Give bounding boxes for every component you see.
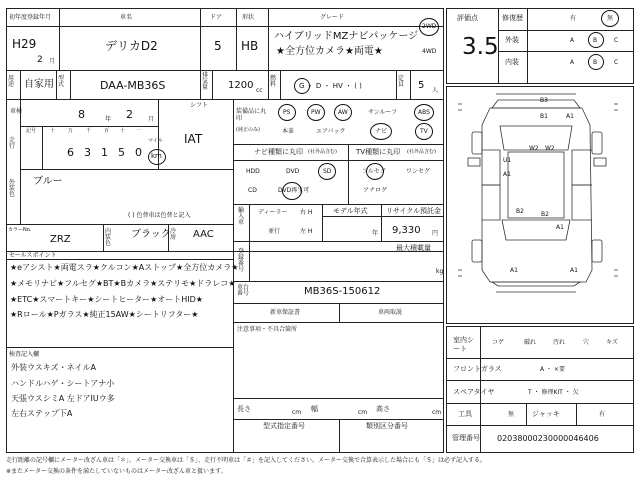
width-label: 幅 (311, 405, 318, 413)
navi-hdd: HDD (246, 168, 260, 175)
recycle-amount: 9,330 (392, 225, 421, 236)
import-dealer: ディーラー (258, 209, 288, 216)
capacity-label: 定員 (398, 75, 405, 88)
score: 3.5 (462, 34, 499, 60)
footer-line-1: 走行距離の記号欄にメーター改ざん車は「＊」、メーター交換車は「＄」、走行不明車は「＃」を記入してください。メーター交換で合算表示した場合にも「＄」は必ず記入する。 (6, 457, 487, 464)
footer-line-2: ※またメーター交換の条件を満たしていないものはメーター改ざん車と扱います。 (6, 468, 227, 475)
tv-sub-label: (社外品含む) (407, 149, 436, 155)
sales-line-3: ★ETC★スマートキー★シートヒーター★オートHID★ (10, 295, 203, 304)
mileage-place-2: 千 (86, 128, 92, 134)
equip-tv: TV (420, 128, 428, 135)
int-grade-b: B (593, 59, 598, 66)
max-load-unit: kg (436, 268, 444, 275)
import-label: 輸入車 (238, 207, 245, 226)
sales-line-2: ★メモリナビ★フルセグ★BT★Bカメラ★ステリモ★ドラレコ★ (10, 279, 236, 288)
diagram-label-6: W2 (545, 145, 555, 152)
manual-label: 車両取説 (378, 309, 403, 316)
shift-label: シフト (190, 102, 209, 109)
capacity-unit: 人 (432, 87, 439, 94)
length-unit: cm (292, 409, 302, 416)
mileage-place-5: 一 (136, 128, 142, 134)
exterior-label: 外装 (505, 36, 519, 44)
tools-label: 工具 (458, 410, 472, 418)
spare-label: スペアタイヤ (453, 388, 495, 396)
diagram-label-9: B2 (516, 208, 524, 215)
model-code: DAA-MB36S (100, 79, 166, 92)
mileage-digit-3: 5 (118, 146, 125, 159)
capacity: 5 (418, 80, 425, 91)
model-code-label: 型式 (58, 75, 65, 88)
fuel-label: 燃料 (270, 75, 277, 88)
height-label: 高さ (376, 405, 390, 413)
first-reg-month: 2 (37, 55, 43, 65)
interior-seat-label: 室内シート (453, 336, 474, 354)
mgmt-label: 管理番号 (452, 434, 480, 442)
recycle-label: リサイクル預託金 (386, 207, 442, 215)
diagram-label-2: A1 (566, 113, 574, 120)
model-name: デリカD2 (105, 39, 158, 53)
equip-aw: AW (338, 109, 348, 116)
ext-grade-c: C (614, 37, 619, 44)
length-label: 長さ (237, 405, 251, 413)
fuel-options: G ・ D ・ HV ・ ( ) (299, 82, 362, 90)
tv-fullseg: フルセグ (362, 168, 386, 175)
tools-value: 無 (508, 411, 515, 418)
equipment-sub-label: (純正のみ) (236, 127, 260, 133)
mileage-digit-0: 6 (67, 146, 74, 159)
shift: IAT (184, 132, 203, 146)
drive-2wd: 2WD (422, 23, 437, 30)
inspector-label: 検査記入欄 (9, 351, 40, 358)
equip-ps: PS (283, 109, 291, 116)
grade-line2: ★全方位カメラ★両電★ (276, 46, 383, 57)
spare-value: T ・ 修理KIT ・ 欠 (528, 389, 579, 396)
seat-item-2: 汚れ (553, 339, 566, 346)
diagram-label-3: U1 (503, 157, 512, 164)
seat-item-1: 破れ (524, 339, 537, 346)
inspection-year: 8 (78, 108, 85, 121)
shape: HB (241, 39, 259, 53)
mileage-place-4: 十 (120, 128, 126, 134)
sales-line-1: ★eアシスト★両電スラ★クルコン★Aストップ★全方位カメラ★ (10, 263, 239, 272)
jack-label: ジャッキ (532, 410, 560, 418)
inspection-month-unit: 月 (148, 116, 155, 123)
chassis-label: 車台番号 (237, 284, 250, 297)
diagram-label-1: B1 (540, 113, 548, 120)
navi-dvd: DVD (286, 168, 300, 175)
color-no-label: カラーNo. (8, 227, 32, 233)
mileage-place-3: 百 (104, 128, 110, 134)
seat-item-4: キズ (606, 339, 618, 346)
mileage-digit-2: 1 (101, 146, 108, 159)
navi-label: ナビ種類に丸印 (254, 148, 303, 156)
usage: 自家用 (24, 79, 54, 90)
drive-4wd: 4WD (422, 48, 437, 55)
mgmt-value: 02038000230000046406 (497, 434, 599, 443)
color-no: ZRZ (50, 234, 71, 245)
equipment-label: 装備品に丸印 (236, 108, 267, 122)
mileage-place-0: 十 (50, 128, 56, 134)
inspection-month: 2 (126, 108, 133, 121)
interior-color-label: 内装色 (105, 228, 112, 247)
displacement: 1200 (228, 80, 254, 91)
navi-sd: SD (323, 168, 332, 175)
inspector-line-4: 左右ステップ下A (11, 409, 73, 418)
tv-oneseg: ワンセグ (406, 168, 431, 175)
equip-pw: PW (311, 109, 321, 116)
diagram-label-7: B2 (541, 211, 549, 218)
mileage-digit-1: 3 (84, 146, 91, 159)
ac: AAC (193, 229, 214, 240)
tv-label: TV種類に丸印 (356, 148, 401, 156)
score-label: 評価点 (457, 14, 478, 22)
inspection-label: 車検 (10, 108, 23, 115)
diagram-label-11: A1 (570, 267, 578, 274)
mileage-sub-label: 記号 (26, 128, 37, 134)
equip-abs: ABS (418, 109, 430, 116)
class-no-label: 類別区分番号 (366, 422, 408, 430)
reg-no-label: 登録番号 (238, 248, 245, 273)
repair-no: 無 (607, 15, 614, 22)
model-no-label: 型式指定番号 (263, 422, 305, 430)
displacement-label: 排気量 (202, 72, 209, 91)
mileage-label: 走行 (9, 137, 16, 150)
navi-cd: CD (248, 187, 257, 194)
displacement-unit: cc (256, 87, 263, 94)
interior-label: 内装 (505, 58, 519, 66)
diagram-label-8: A1 (556, 224, 564, 231)
int-grade-a: A (570, 59, 575, 66)
first-reg-label: 初年度登録年月 (9, 14, 52, 21)
model-year-unit: 年 (372, 230, 379, 237)
model-name-label: 車名 (120, 14, 133, 21)
navi-sub-label: (社外品含む) (308, 149, 337, 155)
ext-grade-b: B (593, 37, 598, 44)
repair-label: 修復歴 (502, 14, 523, 22)
import-handle-left: 左 H (300, 228, 313, 235)
diagram-label-0: B3 (540, 97, 548, 104)
max-load-label: 最大積載量 (396, 244, 431, 252)
first-reg-month-unit: 月 (49, 58, 56, 65)
new-car-warranty-label: 新車保証書 (270, 309, 301, 316)
seat-item-3: 穴 (583, 339, 590, 346)
exterior-color: ブルー (33, 176, 63, 187)
windshield-value: A ・ ×要 (540, 366, 565, 373)
jack-value: 有 (599, 411, 606, 418)
equip-leather: 本革 (282, 128, 295, 135)
int-grade-c: C (614, 59, 619, 66)
diagram-label-4: A1 (503, 171, 511, 178)
chassis-value: MB36S-150612 (304, 286, 381, 297)
equip-airbag: エアバック (316, 128, 346, 135)
import-parallel: 並行 (268, 228, 281, 235)
mileage-unit-mile: マイル (148, 138, 163, 144)
usage-label: 用途 (8, 75, 15, 88)
navi-dvd-play: DVD再生可 (278, 187, 310, 194)
inspection-year-unit: 年 (105, 116, 112, 123)
inspector-line-2: ハンドルハゲ・シートアナ小 (11, 379, 115, 388)
grade-label: グレード (320, 14, 345, 21)
mileage-place-1: 万 (68, 128, 74, 134)
notes-label: 注意事項・不具合箇所 (237, 326, 298, 333)
exterior-color-note: ( ) 色替車は色替と記入 (128, 212, 191, 219)
seat-item-0: コゲ (492, 339, 505, 346)
grade-line1: ハイブリッドMZナビパッケージ (274, 31, 419, 42)
equip-sunroof: サンルーフ (368, 109, 398, 116)
diagram-label-10: A1 (510, 267, 518, 274)
door-label: ドア (210, 14, 222, 21)
exterior-color-label: 外装色 (9, 179, 16, 198)
width-unit: cm (358, 409, 368, 416)
mileage-digit-4: 0 (135, 146, 142, 159)
mileage-unit-km: km (151, 152, 162, 160)
equip-navi: ナビ (375, 128, 388, 135)
ext-grade-a: A (570, 37, 575, 44)
diagram-label-5: W2 (529, 145, 539, 152)
shape-label: 形状 (242, 14, 255, 21)
model-year-label: モデル年式 (333, 207, 368, 215)
import-handle-right: 右 H (300, 209, 313, 216)
repair-yes: 有 (570, 15, 577, 22)
sales-line-4: ★Rロール★Pガラス★純正15AW★シートリフター★ (10, 310, 199, 319)
interior-color: ブラック (131, 229, 171, 240)
windshield-label: フロントガラス (453, 365, 502, 373)
sales-points-label: セールスポイント (9, 252, 57, 259)
tv-analog: アナログ (363, 187, 388, 194)
doors: 5 (214, 39, 222, 53)
recycle-unit: 円 (432, 230, 439, 237)
inspector-line-3: 天張ウスシミA 左ドアIUウ多 (11, 394, 115, 403)
ac-label: 冷房 (170, 228, 177, 241)
height-unit: cm (432, 409, 442, 416)
inspector-line-1: 外装ウスキズ・ネイルA (11, 363, 96, 372)
first-reg-era: H29 (12, 37, 37, 51)
